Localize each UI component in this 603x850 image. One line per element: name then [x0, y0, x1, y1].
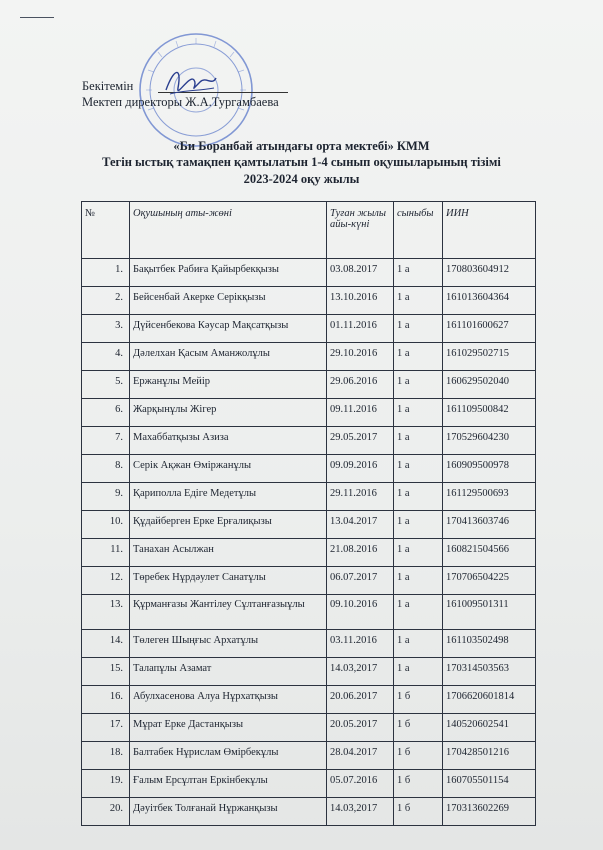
cell-name: Төребек Нұрдәулет Санатұлы: [130, 567, 327, 595]
cell-name: Ғалым Ерсұлтан Еркінбекұлы: [130, 770, 327, 798]
cell-dob: 09.11.2016: [327, 399, 394, 427]
cell-name: Төлеген Шыңғыс Архатұлы: [130, 630, 327, 658]
cell-class: 1 а: [394, 567, 443, 595]
cell-name: Балтабек Нұрислам Өмірбекұлы: [130, 742, 327, 770]
header-number: №: [82, 202, 130, 259]
cell-dob: 03.08.2017: [327, 259, 394, 287]
cell-number: 17.: [82, 714, 130, 742]
table-row: [82, 595, 536, 630]
students-table: [81, 201, 536, 826]
cell-iin: 170529604230: [443, 427, 536, 455]
header-dob: Туған жылы айы-күні: [327, 202, 394, 259]
table-row: [82, 399, 536, 427]
cell-dob: 14.03,2017: [327, 658, 394, 686]
table-row: [82, 567, 536, 595]
cell-class: 1 а: [394, 630, 443, 658]
cell-number: 7.: [82, 427, 130, 455]
table-row: [82, 658, 536, 686]
cell-number: 12.: [82, 567, 130, 595]
cell-number: 2.: [82, 287, 130, 315]
cell-number: 13.: [82, 595, 130, 630]
cell-iin: 161013604364: [443, 287, 536, 315]
cell-class: 1 б: [394, 770, 443, 798]
cell-iin: 161009501311: [443, 595, 536, 630]
table-row: [82, 742, 536, 770]
cell-dob: 28.04.2017: [327, 742, 394, 770]
cell-dob: 29.11.2016: [327, 483, 394, 511]
corner-mark: [20, 17, 54, 18]
cell-dob: 20.06.2017: [327, 686, 394, 714]
cell-name: Бейсенбай Акерке Серікқызы: [130, 287, 327, 315]
table-row: [82, 714, 536, 742]
cell-iin: 170706504225: [443, 567, 536, 595]
cell-iin: 1706620601814: [443, 686, 536, 714]
cell-number: 8.: [82, 455, 130, 483]
school-name: «Би Боранбай атындағы орта мектебі» КММ: [173, 139, 430, 153]
cell-class: 1 а: [394, 343, 443, 371]
cell-class: 1 а: [394, 315, 443, 343]
cell-class: 1 а: [394, 371, 443, 399]
header-iin: ИИН: [443, 202, 536, 259]
cell-iin: 161101600627: [443, 315, 536, 343]
cell-iin: 160821504566: [443, 539, 536, 567]
cell-iin: 161109500842: [443, 399, 536, 427]
table-row: [82, 427, 536, 455]
cell-dob: 13.04.2017: [327, 511, 394, 539]
cell-dob: 01.11.2016: [327, 315, 394, 343]
director-line: Мектеп директоры Ж.А.Тургамбаева: [82, 95, 279, 109]
cell-class: 1 б: [394, 686, 443, 714]
cell-name: Дәлелхан Қасым Аманжолұлы: [130, 343, 327, 371]
header-name: Оқушының аты-жөні: [130, 202, 327, 259]
cell-name: Абулхасенова Алуа Нұрхатқызы: [130, 686, 327, 714]
cell-class: 1 б: [394, 742, 443, 770]
cell-name: Мұрат Ерке Дастанқызы: [130, 714, 327, 742]
cell-class: 1 б: [394, 714, 443, 742]
cell-dob: 13.10.2016: [327, 287, 394, 315]
cell-class: 1 а: [394, 287, 443, 315]
table-header-row: [82, 202, 536, 259]
cell-class: 1 а: [394, 427, 443, 455]
cell-dob: 09.10.2016: [327, 595, 394, 630]
cell-number: 14.: [82, 630, 130, 658]
table-row: [82, 686, 536, 714]
cell-iin: 160705501154: [443, 770, 536, 798]
cell-iin: 161103502498: [443, 630, 536, 658]
cell-name: Ержанұлы Мейір: [130, 371, 327, 399]
cell-dob: 09.09.2016: [327, 455, 394, 483]
cell-number: 5.: [82, 371, 130, 399]
cell-class: 1 а: [394, 539, 443, 567]
cell-dob: 29.10.2016: [327, 343, 394, 371]
table-row: [82, 455, 536, 483]
cell-name: Серік Ақжан Өміржанұлы: [130, 455, 327, 483]
table-row: [82, 630, 536, 658]
cell-iin: 170413603746: [443, 511, 536, 539]
cell-class: 1 а: [394, 595, 443, 630]
cell-iin: 170428501216: [443, 742, 536, 770]
cell-dob: 21.08.2016: [327, 539, 394, 567]
cell-number: 16.: [82, 686, 130, 714]
table-row: [82, 315, 536, 343]
cell-name: Махаббатқызы Азиза: [130, 427, 327, 455]
table-row: [82, 511, 536, 539]
table-row: [82, 770, 536, 798]
approval-label: Бекітемін: [82, 79, 134, 93]
cell-class: 1 б: [394, 798, 443, 826]
cell-name: Құдайберген Ерке Ерғалиқызы: [130, 511, 327, 539]
cell-dob: 06.07.2017: [327, 567, 394, 595]
cell-number: 4.: [82, 343, 130, 371]
table-row: [82, 259, 536, 287]
cell-name: Танахан Асылжан: [130, 539, 327, 567]
table-row: [82, 343, 536, 371]
table-row: [82, 539, 536, 567]
cell-dob: 03.11.2016: [327, 630, 394, 658]
table-body: [82, 259, 536, 826]
cell-dob: 20.05.2017: [327, 714, 394, 742]
cell-dob: 05.07.2016: [327, 770, 394, 798]
cell-iin: 160909500978: [443, 455, 536, 483]
cell-iin: 160629502040: [443, 371, 536, 399]
cell-number: 18.: [82, 742, 130, 770]
cell-iin: 170803604912: [443, 259, 536, 287]
header-class: сыныбы: [394, 202, 443, 259]
cell-class: 1 а: [394, 455, 443, 483]
cell-dob: 14.03,2017: [327, 798, 394, 826]
cell-class: 1 а: [394, 658, 443, 686]
cell-number: 20.: [82, 798, 130, 826]
cell-name: Дүйсенбекова Кәусар Мақсатқызы: [130, 315, 327, 343]
cell-class: 1 а: [394, 483, 443, 511]
cell-iin: 140520602541: [443, 714, 536, 742]
table-row: [82, 287, 536, 315]
cell-class: 1 а: [394, 399, 443, 427]
cell-class: 1 а: [394, 511, 443, 539]
cell-name: Қариполла Едіге Медетұлы: [130, 483, 327, 511]
cell-dob: 29.05.2017: [327, 427, 394, 455]
cell-name: Жарқынұлы Жігер: [130, 399, 327, 427]
cell-name: Талапұлы Азамат: [130, 658, 327, 686]
cell-number: 19.: [82, 770, 130, 798]
cell-number: 15.: [82, 658, 130, 686]
cell-number: 6.: [82, 399, 130, 427]
cell-number: 10.: [82, 511, 130, 539]
cell-dob: 29.06.2016: [327, 371, 394, 399]
cell-number: 1.: [82, 259, 130, 287]
list-title: Тегін ыстық тамақпен қамтылатын 1-4 сынып оқушыларының тізімі: [102, 155, 501, 169]
cell-name: Дәуітбек Толғанай Нұржанқызы: [130, 798, 327, 826]
cell-number: 3.: [82, 315, 130, 343]
cell-name: Құрманғазы Жантілеу Сұлтанғазыұлы: [130, 595, 327, 630]
table-row: [82, 371, 536, 399]
cell-iin: 170313602269: [443, 798, 536, 826]
cell-class: 1 а: [394, 259, 443, 287]
cell-number: 9.: [82, 483, 130, 511]
cell-number: 11.: [82, 539, 130, 567]
cell-iin: 161029502715: [443, 343, 536, 371]
cell-iin: 161129500693: [443, 483, 536, 511]
table-row: [82, 483, 536, 511]
table-row: [82, 798, 536, 826]
cell-iin: 170314503563: [443, 658, 536, 686]
cell-name: Бақытбек Рабиға Қайырбекқызы: [130, 259, 327, 287]
school-year: 2023-2024 оқу жылы: [243, 172, 360, 186]
